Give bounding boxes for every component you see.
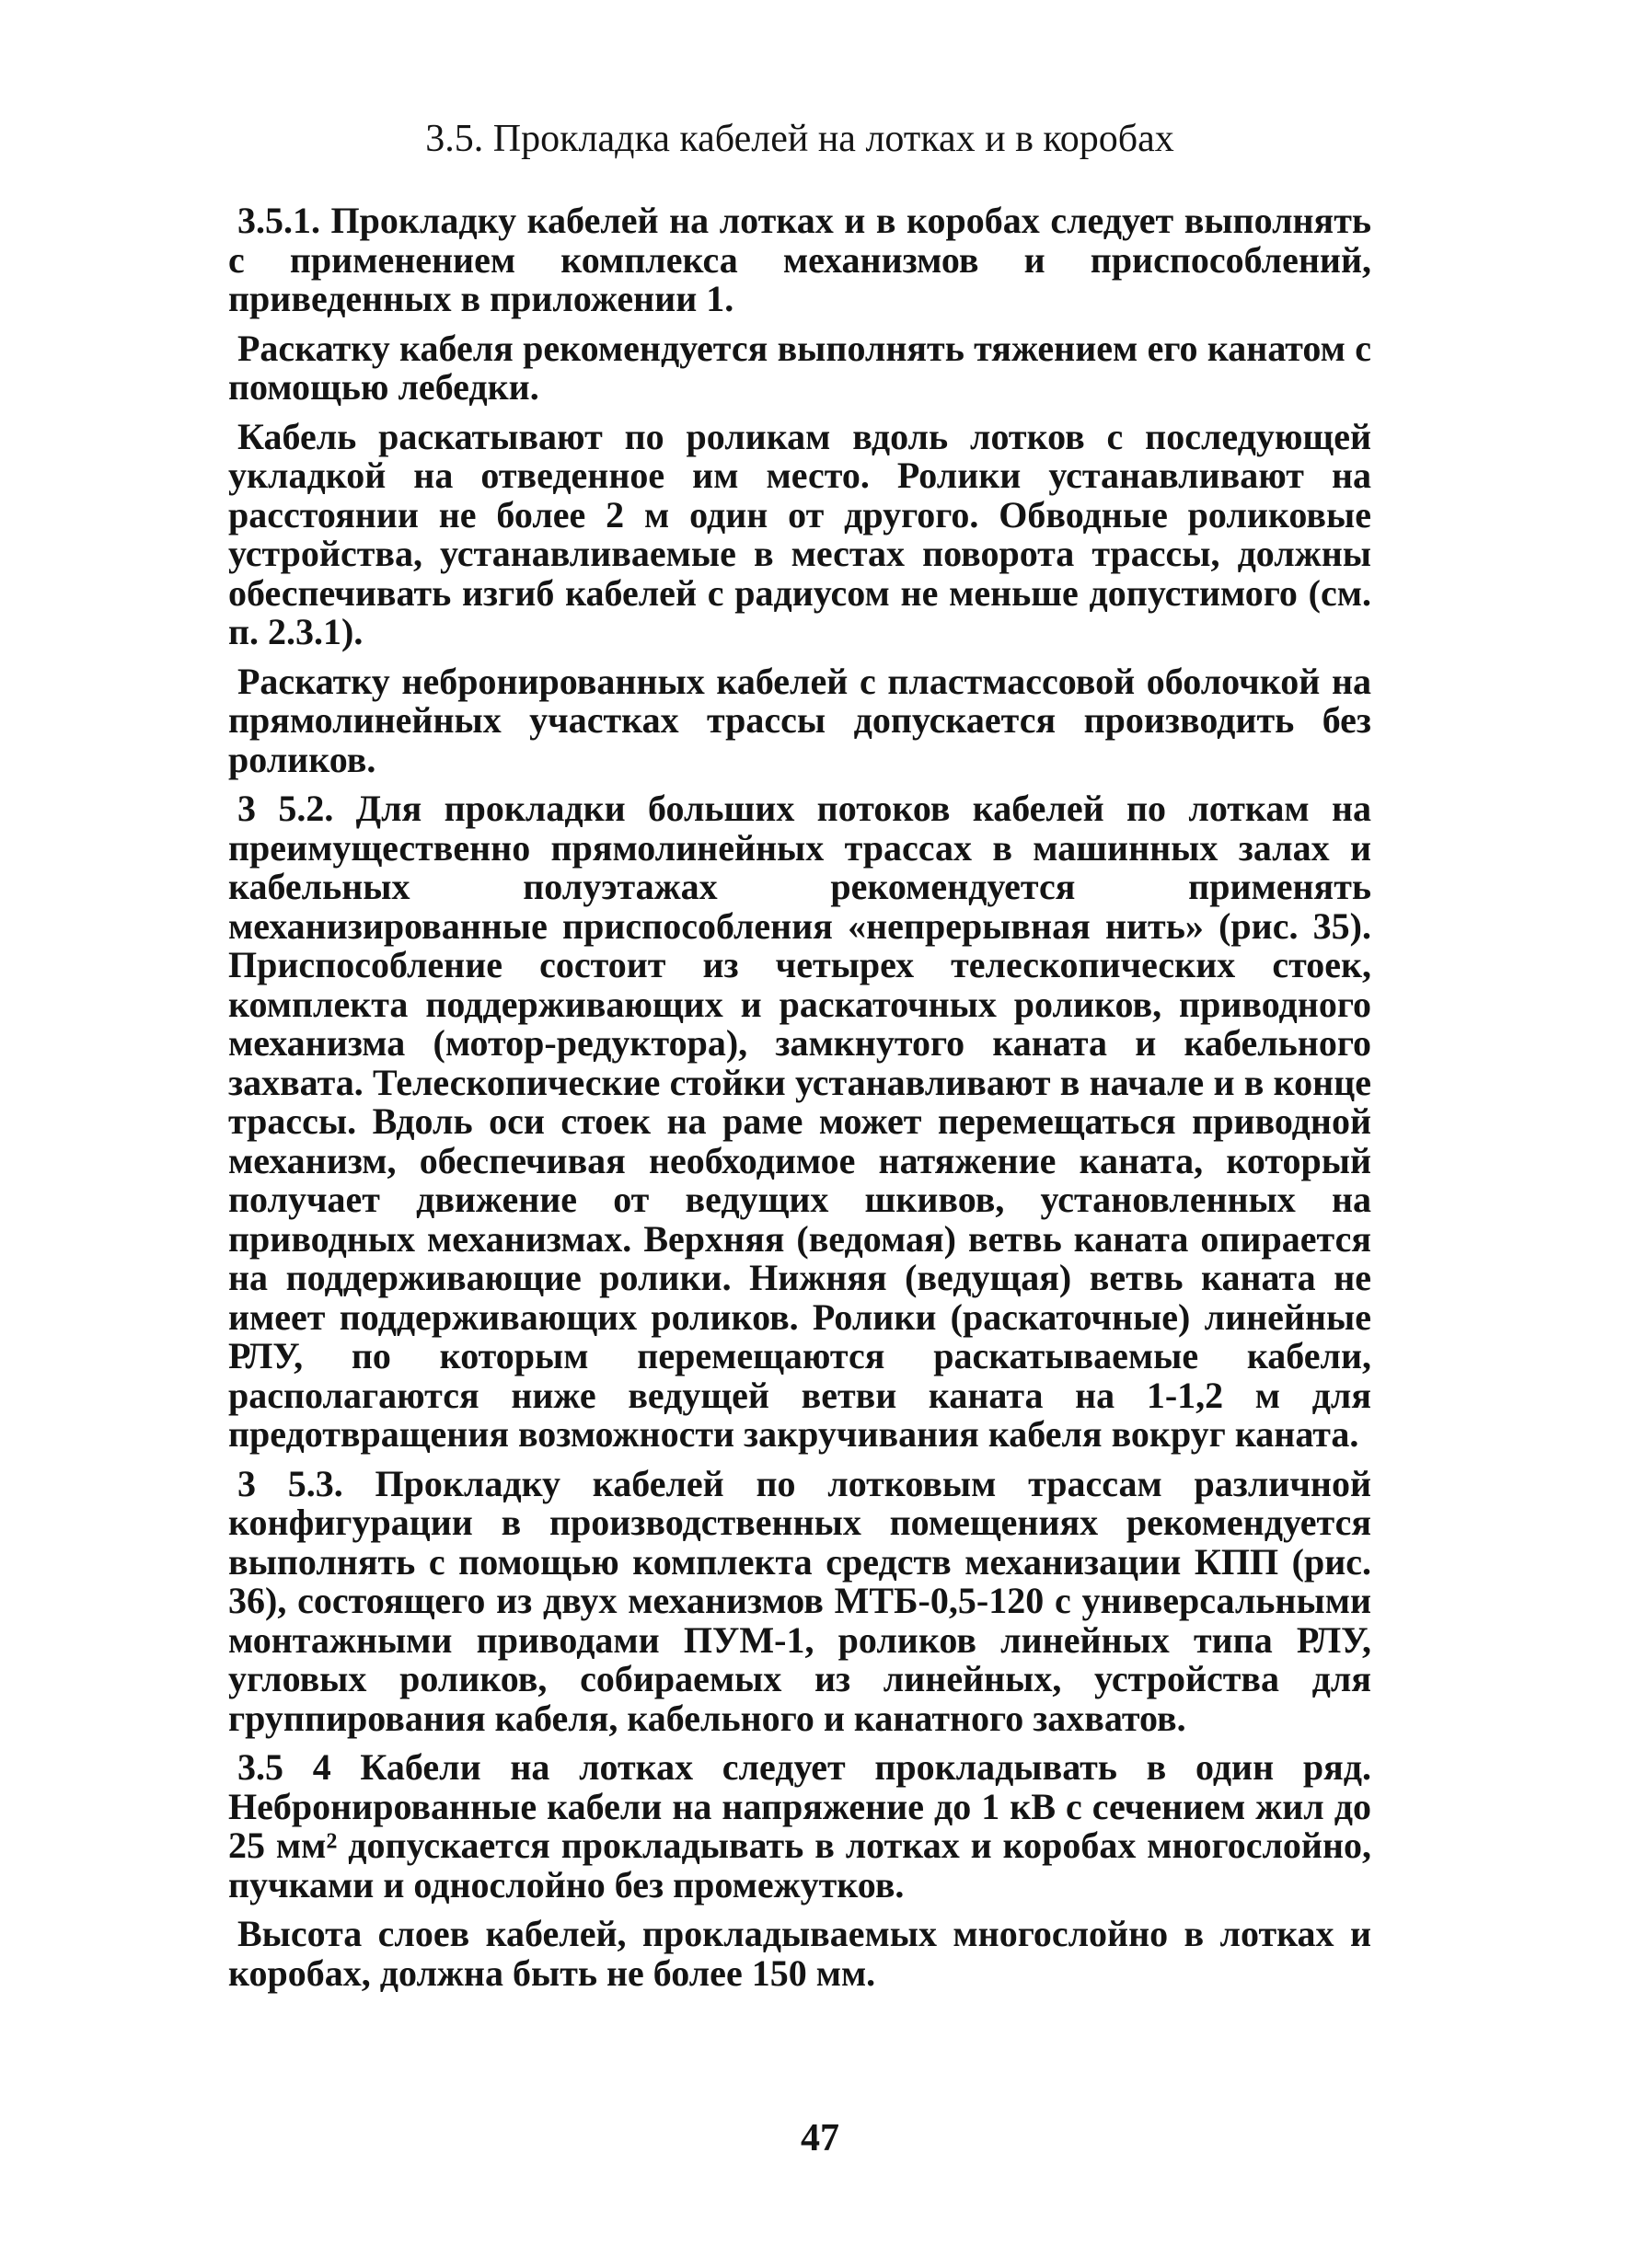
paragraph-unarmored-cables: Раскатку небронированных кабелей с пластмассовой оболочкой на прямолинейных участках трассы допускается производить без роликов. [228, 660, 1371, 780]
paragraph-rollers: Кабель раскатывают по роликам вдоль лотков с последующей укладкой на отведенное им место. Ролики устанавливают на расстоянии не более 2 м один от другого. Обводные роликовые устройства, устанавливаемые в местах поворота трассы, должны обеспечивать изгиб кабелей с радиусом не меньше допустимого (см. п. 2.3.1). [228, 415, 1371, 652]
paragraph-3-5-3: 3 5.3. Прокладку кабелей по лотковым трассам различной конфигурации в производственных помещениях рекомендуется выполнять с помощью комплекта средств механизации КПП (рис. 36), состоящего из двух механизмов МТБ-0,5-120 с универсальными монтажными приводами ПУМ-1, роликов линейных типа РЛУ, угловых роликов, собираемых из линейных, устройства для группирования кабеля, кабельного и канатного захватов. [228, 1462, 1371, 1739]
paragraph-3-5-4: 3.5 4 Кабели на лотках следует прокладывать в один ряд. Небронированные кабели на напряжение до 1 кВ с сечением жил до 25 мм² допускается прокладывать в лотках и коробах многослойно, пучками и однослойно без промежутков. [228, 1746, 1371, 1905]
paragraph-layer-height: Высота слоев кабелей, прокладываемых многослойно в лотках и коробах, должна быть не более 150 мм. [228, 1913, 1371, 1994]
page-number: 47 [801, 2117, 839, 2159]
paragraph-cable-rolling: Раскатку кабеля рекомендуется выполнять тяжением его канатом с помощью лебедки. [228, 327, 1371, 408]
page-body [228, 115, 1371, 2003]
section-heading: 3.5. Прокладка кабелей на лотках и в коробах [425, 118, 1174, 160]
paragraph-3-5-2: 3 5.2. Для прокладки больших потоков кабелей по лоткам на преимущественно прямолинейных трассах в машинных залах и кабельных полуэтажах рекомендуется применять механизированные приспособления «непрерывная нить» (рис. 35). Приспособление состоит из четырех телескопических стоек, комплекта поддерживающих и раскаточных роликов, приводного механизма (мотор-редуктора), замкнутого каната и кабельного захвата. Телескопические стойки устанавливают в начале и в конце трассы. Вдоль оси стоек на раме может перемещаться приводной механизм, обеспечивая необходимое натяжение каната, который получает движение от ведущих шкивов, установленных на приводных механизмах. Верхняя (ведомая) ветвь каната опирается на поддерживающие ролики. Нижняя (ведущая) ветвь каната не имеет поддерживающих роликов. Ролики (раскаточные) линейные РЛУ, по которым перемещаются раскатываемые кабели, располагаются ниже ведущей ветви каната на 1-1,2 м для предотвращения возможности закручивания кабеля вокруг каната. [228, 788, 1371, 1455]
paragraph-3-5-1: 3.5.1. Прокладку кабелей на лотках и в коробах следует выполнять с применением комплекса механизмов и приспособлений, приведенных в приложении 1. [228, 200, 1371, 319]
